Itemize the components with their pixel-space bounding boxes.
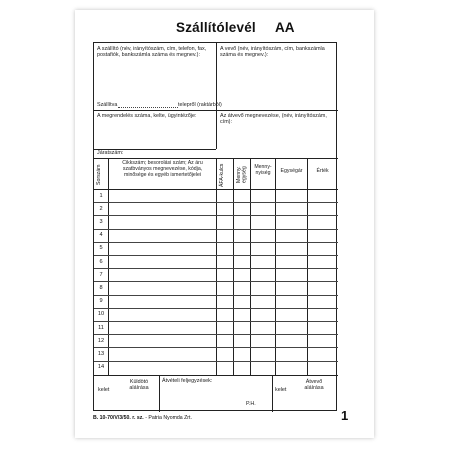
col-vat-header: ÁFA-kulcs bbox=[219, 163, 225, 187]
row-number: 10 bbox=[97, 311, 105, 318]
publisher-text: - Patria Nyomda Zrt. bbox=[145, 415, 192, 421]
vehicle-label: Járatszám: bbox=[97, 150, 124, 156]
col-price-header: Egységár bbox=[280, 168, 303, 174]
sender-signature-label: Küldötó aláírása bbox=[129, 379, 149, 391]
col-unit-header: Menny. egység bbox=[236, 166, 248, 184]
recipient-label: Az átvevő megnevezése, (név, irányítószám, cím): bbox=[220, 113, 327, 125]
remarks-label: Átvételi feljegyzések: bbox=[162, 378, 213, 384]
document-title: Szállítólevél bbox=[176, 20, 256, 35]
delivery-note-sheet bbox=[75, 10, 374, 438]
carrier-label: Szállítva bbox=[97, 102, 118, 108]
row-number: 6 bbox=[99, 258, 103, 265]
stamp-label: P.H. bbox=[246, 401, 256, 407]
col-qty-header: Menny-nyiség bbox=[254, 164, 272, 176]
date-label-2: kelet bbox=[275, 387, 287, 393]
sender-label: A szállító (név, irányítószám, cím, telefon, fax, postafiók, bankszámla száma és megnev.): bbox=[97, 46, 207, 58]
row-number: 14 bbox=[97, 364, 105, 371]
order-label: A megrendelés száma, kelte, ügyintézője: bbox=[97, 113, 197, 119]
col-item-header: Cikkszám; besorolási szám; Az áru szatbványos megnevezése, kódja, minősége és egyéb ismertetőjelei bbox=[122, 160, 203, 178]
row-number: 9 bbox=[99, 298, 103, 305]
receiver-signature-label: Átvevő aláírása bbox=[304, 379, 324, 391]
row-number: 8 bbox=[99, 284, 103, 291]
row-number: 13 bbox=[97, 350, 105, 357]
form-code-text: B. 10-70/V/3/50. r. sz. bbox=[93, 415, 144, 421]
row-number: 11 bbox=[98, 324, 104, 331]
row-number: 2 bbox=[99, 205, 103, 212]
document-series: AA bbox=[275, 20, 295, 35]
row-number: 4 bbox=[99, 232, 103, 239]
row-number: 12 bbox=[97, 337, 105, 344]
row-number: 1 bbox=[99, 192, 103, 199]
date-label-1: kelet bbox=[98, 387, 110, 393]
col-value-header: Érték bbox=[316, 168, 329, 174]
col-serial-header: Sorszám bbox=[96, 164, 102, 186]
receiver-label: A vevő (név, irányítószám, cím, bankszámla száma és megnev.): bbox=[220, 46, 325, 58]
row-number: 5 bbox=[99, 245, 103, 252]
page-number: 1 bbox=[341, 408, 349, 423]
site-label: telepről (raktárból) bbox=[178, 102, 222, 108]
row-number: 7 bbox=[99, 271, 103, 278]
delivery-note-form bbox=[93, 42, 337, 411]
form-code bbox=[93, 415, 192, 421]
row-number: 3 bbox=[99, 218, 103, 225]
